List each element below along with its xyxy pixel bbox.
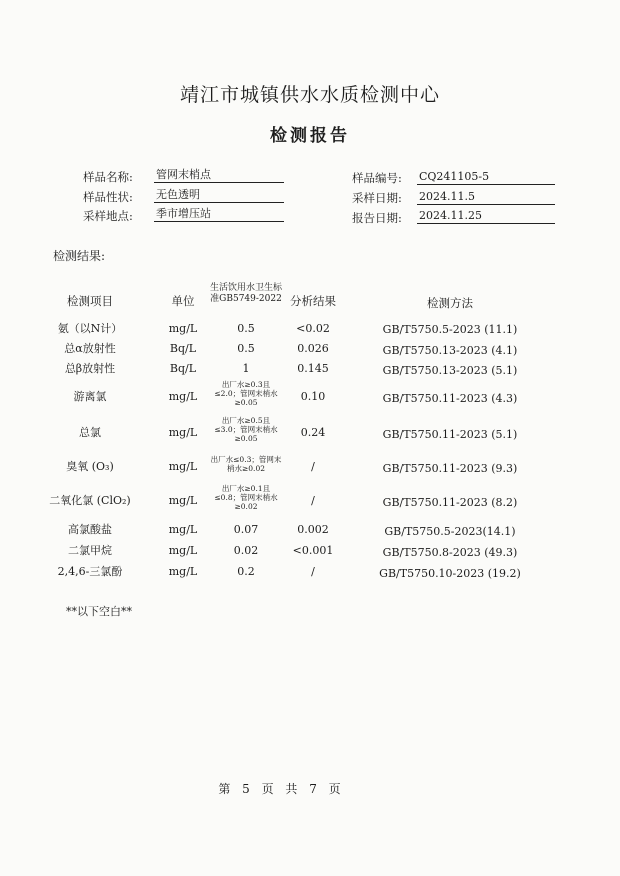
sample-name-value: 管网末梢点 bbox=[154, 168, 284, 183]
row-item: 氨（以N计） bbox=[57, 322, 123, 335]
row-result: <0.02 bbox=[296, 322, 330, 335]
page-number: 第 5 页 共 7 页 bbox=[218, 782, 342, 796]
row-standard: 出厂水≥0.5且≤3.0；管网末梢水≥0.05 bbox=[214, 416, 278, 443]
row-standard: 0.5 bbox=[237, 322, 255, 335]
row-result: / bbox=[311, 460, 315, 473]
end-note: **以下空白** bbox=[66, 605, 132, 618]
row-standard: 0.02 bbox=[233, 544, 259, 557]
row-standard: 0.2 bbox=[237, 565, 255, 578]
sample-property-label: 样品性状: bbox=[83, 190, 133, 204]
row-item: 二氯甲烷 bbox=[68, 544, 112, 557]
report-date-label: 报告日期: bbox=[352, 211, 402, 225]
sampling-location-value: 季市增压站 bbox=[154, 207, 284, 222]
row-standard: 出厂水≥0.3且≤2.0；管网末梢水≥0.05 bbox=[214, 380, 278, 407]
row-result: 0.24 bbox=[300, 426, 326, 439]
row-item: 总氯 bbox=[79, 426, 101, 439]
row-item: 臭氧 (O₃) bbox=[66, 460, 114, 473]
report-title: 检测报告 bbox=[270, 126, 350, 146]
sampling-date-value: 2024.11.5 bbox=[417, 190, 555, 205]
row-unit: mg/L bbox=[168, 390, 198, 403]
header-method: 检测方法 bbox=[427, 296, 473, 310]
row-unit: mg/L bbox=[168, 426, 198, 439]
row-item: 总β放射性 bbox=[64, 362, 116, 375]
row-result: 0.026 bbox=[297, 342, 329, 355]
results-section-title: 检测结果: bbox=[53, 249, 106, 263]
row-item: 2,4,6-三氯酚 bbox=[57, 565, 123, 578]
row-standard: 出厂水≥0.1且≤0.8；管网末梢水≥0.02 bbox=[214, 484, 278, 511]
row-method: GB/T5750.11-2023 (4.3) bbox=[382, 392, 518, 405]
row-unit: mg/L bbox=[168, 565, 198, 578]
row-item: 总α放射性 bbox=[64, 342, 116, 355]
row-unit: mg/L bbox=[168, 322, 198, 335]
sample-number-value: CQ241105-5 bbox=[417, 170, 555, 185]
sampling-date-label: 采样日期: bbox=[352, 191, 402, 205]
row-unit: mg/L bbox=[168, 523, 198, 536]
row-result: 0.145 bbox=[297, 362, 329, 375]
row-method: GB/T5750.13-2023 (4.1) bbox=[382, 344, 518, 357]
row-method: GB/T5750.8-2023 (49.3) bbox=[382, 546, 518, 559]
organization-name: 靖江市城镇供水水质检测中心 bbox=[179, 84, 440, 106]
row-method: GB/T5750.10-2023 (19.2) bbox=[379, 567, 521, 580]
row-unit: Bq/L bbox=[169, 342, 197, 355]
row-unit: Bq/L bbox=[169, 362, 197, 375]
header-item: 检测项目 bbox=[67, 294, 113, 308]
row-item: 二氧化氯 (ClO₂) bbox=[49, 494, 131, 507]
row-item: 高氯酸盐 bbox=[68, 523, 112, 536]
row-method: GB/T5750.11-2023 (8.2) bbox=[382, 496, 518, 509]
row-standard: 1 bbox=[242, 362, 250, 375]
row-result: / bbox=[311, 565, 315, 578]
sampling-location-label: 采样地点: bbox=[83, 209, 133, 223]
row-unit: mg/L bbox=[168, 544, 198, 557]
row-result: 0.10 bbox=[300, 390, 326, 403]
row-result: <0.001 bbox=[292, 544, 334, 557]
row-method: GB/T5750.11-2023 (5.1) bbox=[382, 428, 518, 441]
row-unit: mg/L bbox=[168, 494, 198, 507]
report-date-value: 2024.11.25 bbox=[417, 209, 555, 224]
row-unit: mg/L bbox=[168, 460, 198, 473]
row-method: GB/T5750.11-2023 (9.3) bbox=[382, 462, 518, 475]
row-standard: 0.07 bbox=[233, 523, 259, 536]
row-result: 0.002 bbox=[297, 523, 329, 536]
header-result: 分析结果 bbox=[290, 294, 336, 308]
row-result: / bbox=[311, 494, 315, 507]
header-standard: 生活饮用水卫生标准GB5749-2022 bbox=[210, 283, 283, 304]
row-standard: 0.5 bbox=[237, 342, 255, 355]
row-item: 游离氯 bbox=[73, 390, 107, 403]
sample-property-value: 无色透明 bbox=[154, 188, 284, 203]
row-method: GB/T5750.13-2023 (5.1) bbox=[382, 364, 518, 377]
row-method: GB/T5750.5-2023 (11.1) bbox=[382, 323, 518, 336]
sample-number-label: 样品编号: bbox=[352, 171, 402, 185]
row-method: GB/T5750.5-2023(14.1) bbox=[384, 525, 516, 538]
row-standard: 出厂水≤0.3；管网末梢水≥0.02 bbox=[210, 455, 282, 473]
sample-name-label: 样品名称: bbox=[83, 170, 133, 184]
header-unit: 单位 bbox=[171, 294, 195, 308]
